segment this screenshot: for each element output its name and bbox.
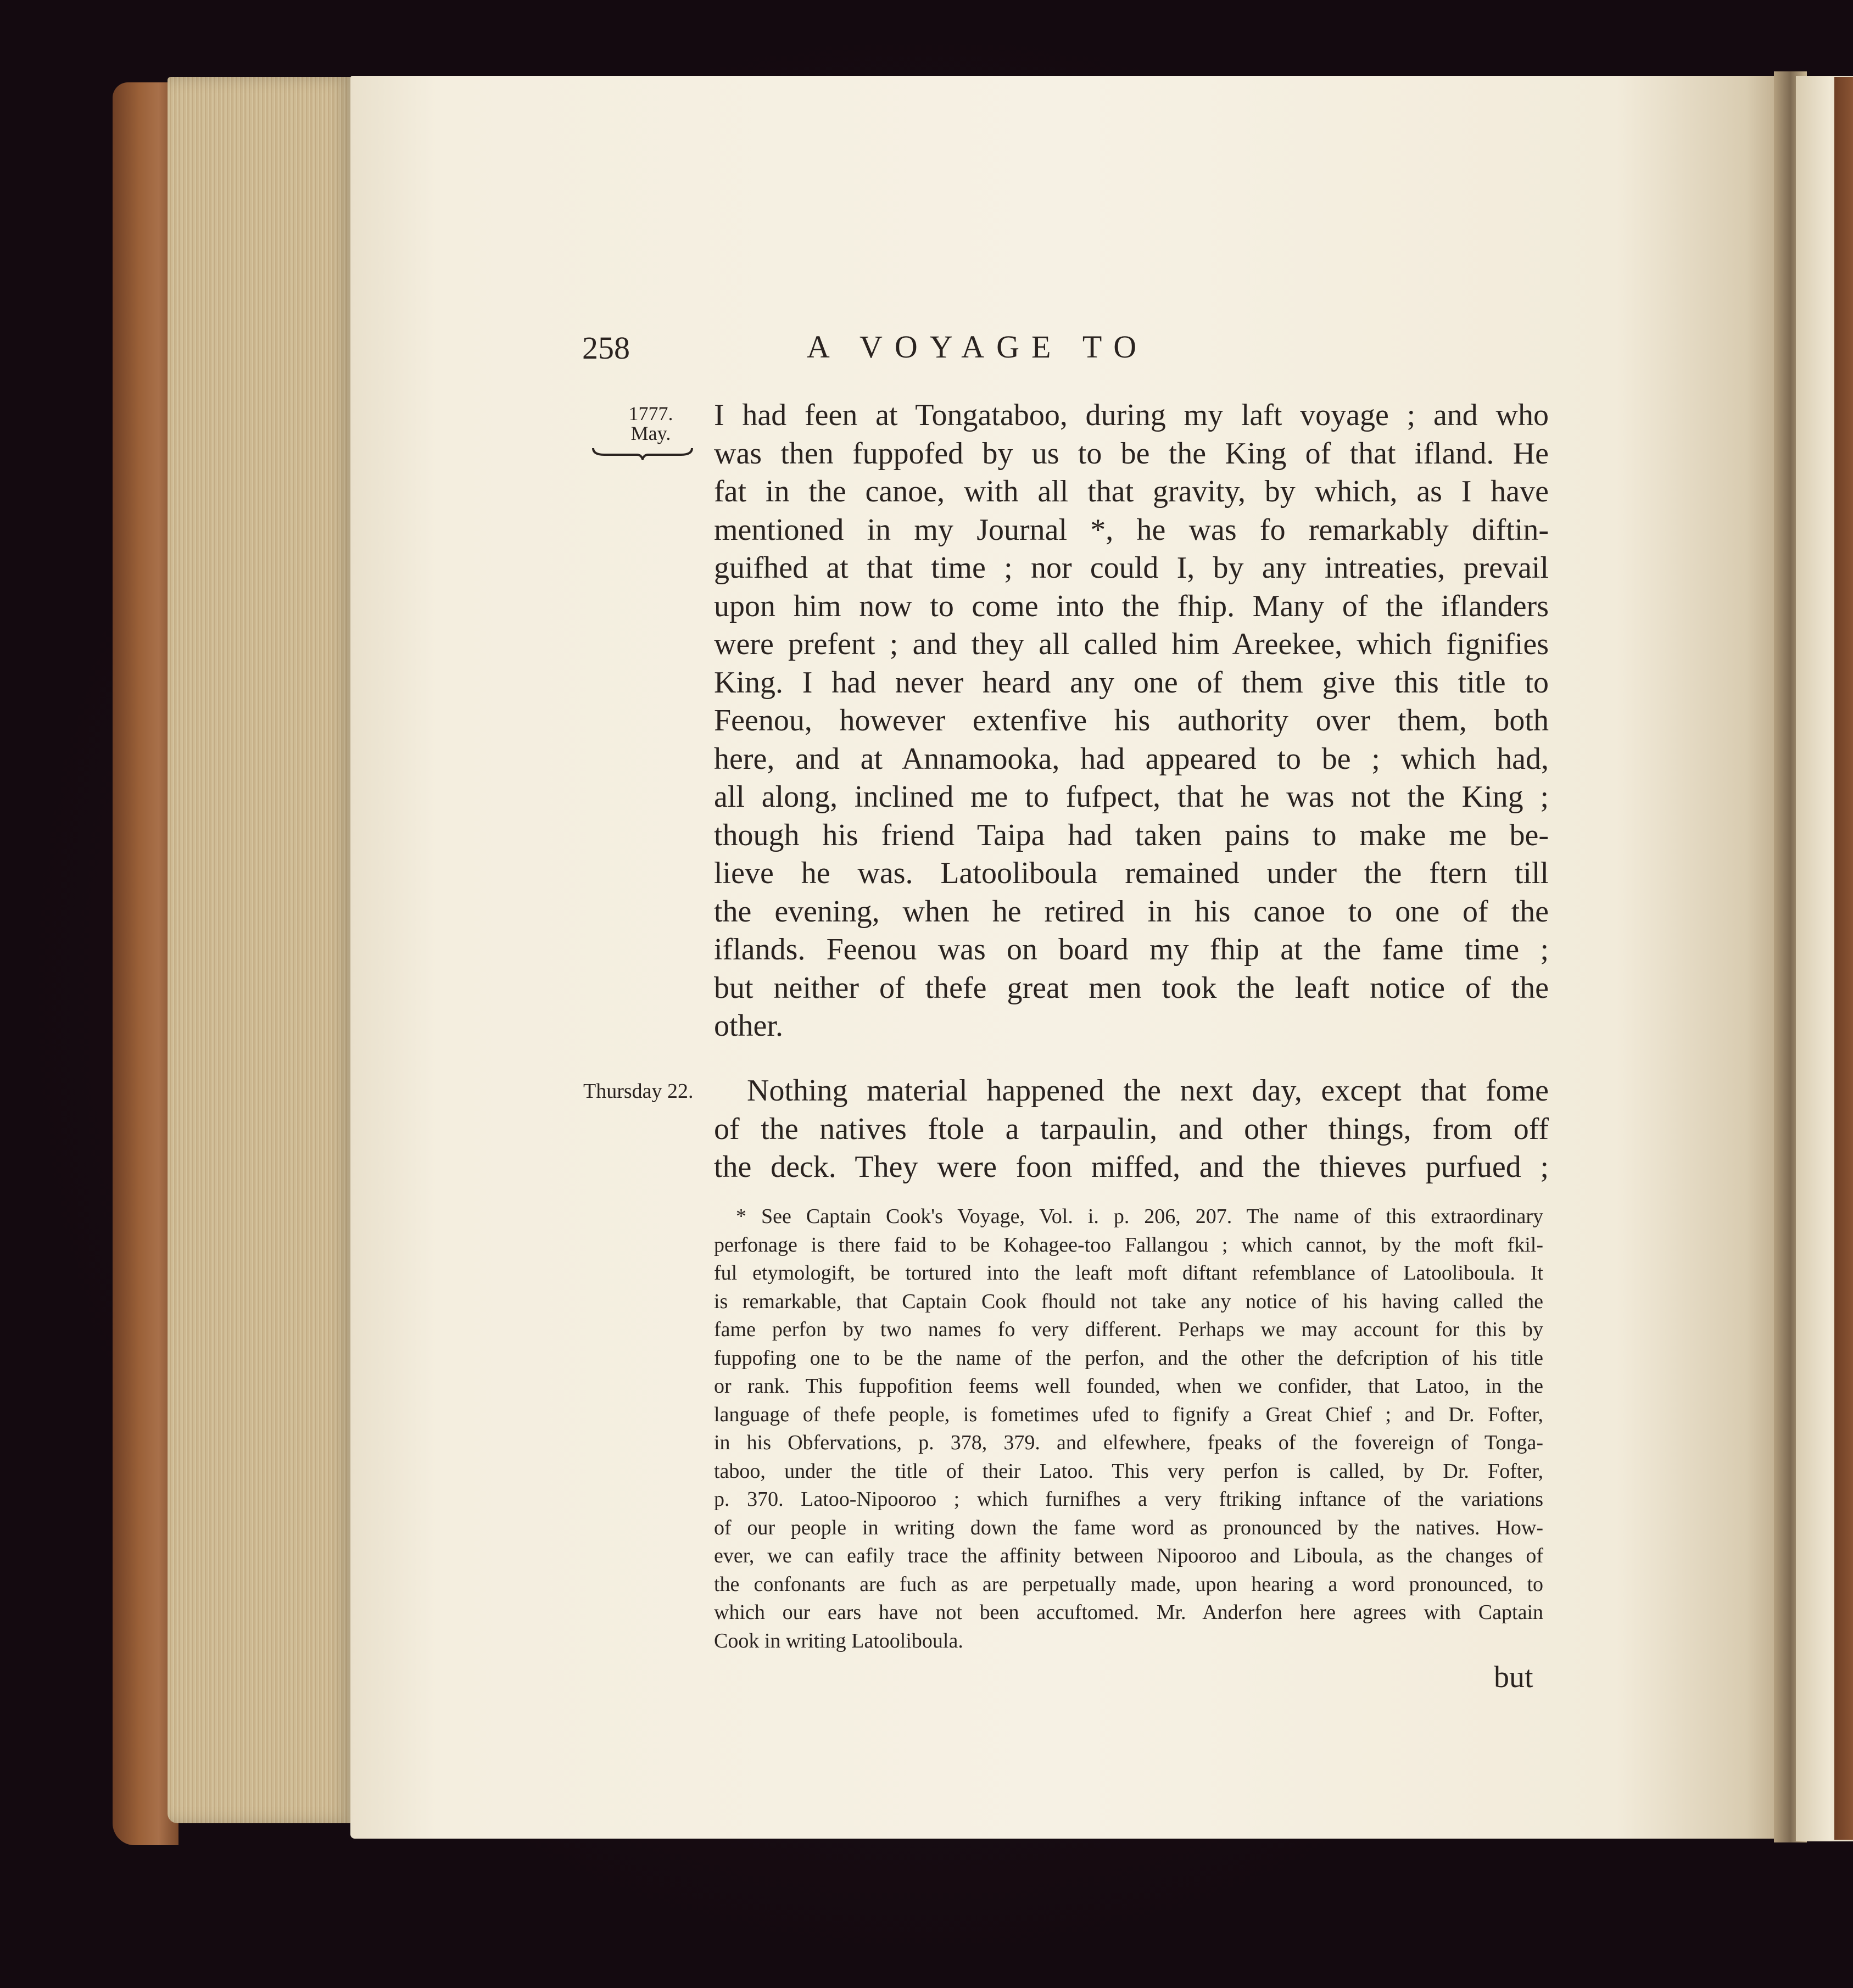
margin-year: 1777.	[628, 403, 673, 425]
text-line: all along, inclined me to fufpect, that he was not the King ;	[714, 780, 1549, 814]
margin-day-note: Thursday 22.	[583, 1080, 694, 1103]
text-line: upon him now to come into the fhip. Many of the iflanders	[714, 589, 1549, 623]
footnote-line: Cook in writing Latooliboula.	[714, 1629, 963, 1652]
catchword: but	[1494, 1660, 1533, 1694]
footnote-line: is remarkable, that Captain Cook fhould not take any notice of his having called the	[714, 1289, 1543, 1313]
footnote-line: fame perfon by two names fo very different. Perhaps we may account for this by	[714, 1318, 1543, 1341]
text-line: but neither of thefe great men took the leaft notice of the	[714, 970, 1549, 1005]
text-line: fat in the canoe, with all that gravity, by which, as I have	[714, 474, 1549, 509]
footnote-line: the confonants are fuch as are perpetually made, upon hearing a word pronounced, to	[714, 1572, 1543, 1596]
footnote-line: fuppofing one to be the name of the perfon, and the other the defcription of his title	[714, 1346, 1543, 1370]
running-title: A VOYAGE TO	[806, 329, 1149, 365]
text-line: the deck. They were foon miffed, and the thieves purfued ;	[714, 1150, 1549, 1184]
book-cover-right	[1834, 77, 1853, 1840]
page-number: 258	[582, 330, 630, 366]
text-line: King. I had never heard any one of them give this title to	[714, 665, 1549, 700]
footnote	[714, 1203, 1543, 1655]
text-line: I had feen at Tongataboo, during my laft voyage ; and who	[714, 398, 1549, 432]
footnote-line: of our people in writing down the fame word as pronounced by the natives. How-	[714, 1516, 1543, 1539]
margin-brace-ornament	[590, 444, 695, 460]
footnote-line: p. 370. Latoo-Nipooroo ; which furnifhes a very ftriking inftance of the variations	[714, 1488, 1543, 1511]
text-line: here, and at Annamooka, had appeared to be ; which had,	[714, 741, 1549, 776]
paragraph-2	[714, 1072, 1549, 1187]
text-line: was then fuppofed by us to be the King of that ifland. He	[714, 436, 1549, 471]
footnote-line: ever, we can eafily trace the affinity between Nipooroo and Liboula, as the changes of	[714, 1544, 1543, 1567]
footnote-line: perfonage is there faid to be Kohagee-too Fallangou ; which cannot, by the moft fkil-	[714, 1233, 1543, 1257]
footnote-line: taboo, under the title of their Latoo. This very perfon is called, by Dr. Fofter,	[714, 1459, 1543, 1483]
text-line: were prefent ; and they all called him Areekee, which fignifies	[714, 627, 1549, 661]
paragraph-1	[714, 397, 1549, 1046]
text-line: the evening, when he retired in his canoe to one of the	[714, 894, 1549, 929]
footnote-line: * See Captain Cook's Voyage, Vol. i. p. 206, 207. The name of this extraordinary	[736, 1205, 1543, 1228]
text-line: of the natives ftole a tarpaulin, and other things, from off	[714, 1112, 1549, 1146]
text-line: though his friend Taipa had taken pains to make me be-	[714, 818, 1549, 852]
text-line: guifhed at that time ; nor could I, by any intreaties, prevail	[714, 551, 1549, 585]
text-line: mentioned in my Journal *, he was fo remarkably diftin-	[714, 512, 1549, 547]
text-line: Nothing material happened the next day, except that fome	[747, 1074, 1549, 1108]
margin-month: May.	[630, 422, 671, 444]
text-line: Feenou, however extenfive his authority over them, both	[714, 703, 1549, 738]
text-line: other.	[714, 1009, 783, 1043]
text-line: iflands. Feenou was on board my fhip at the fame time ;	[714, 932, 1549, 967]
margin-date	[596, 404, 706, 443]
footnote-line: or rank. This fuppofition feems well founded, when we confider, that Latoo, in the	[714, 1375, 1543, 1398]
footnote-line: which our ears have not been accuftomed. Mr. Anderfon here agrees with Captain	[714, 1601, 1543, 1624]
text-line: lieve he was. Latooliboula remained under the ftern till	[714, 856, 1549, 890]
footnote-line: ful etymologift, be tortured into the leaft moft diftant refemblance of Latooliboula. It	[714, 1261, 1543, 1285]
footnote-line: language of thefe people, is fometimes ufed to fignify a Great Chief ; and Dr. Fofter,	[714, 1403, 1543, 1426]
page-edges	[168, 77, 354, 1823]
footnote-line: in his Obfervations, p. 378, 379. and elfewhere, fpeaks of the fovereign of Tonga-	[714, 1431, 1543, 1454]
